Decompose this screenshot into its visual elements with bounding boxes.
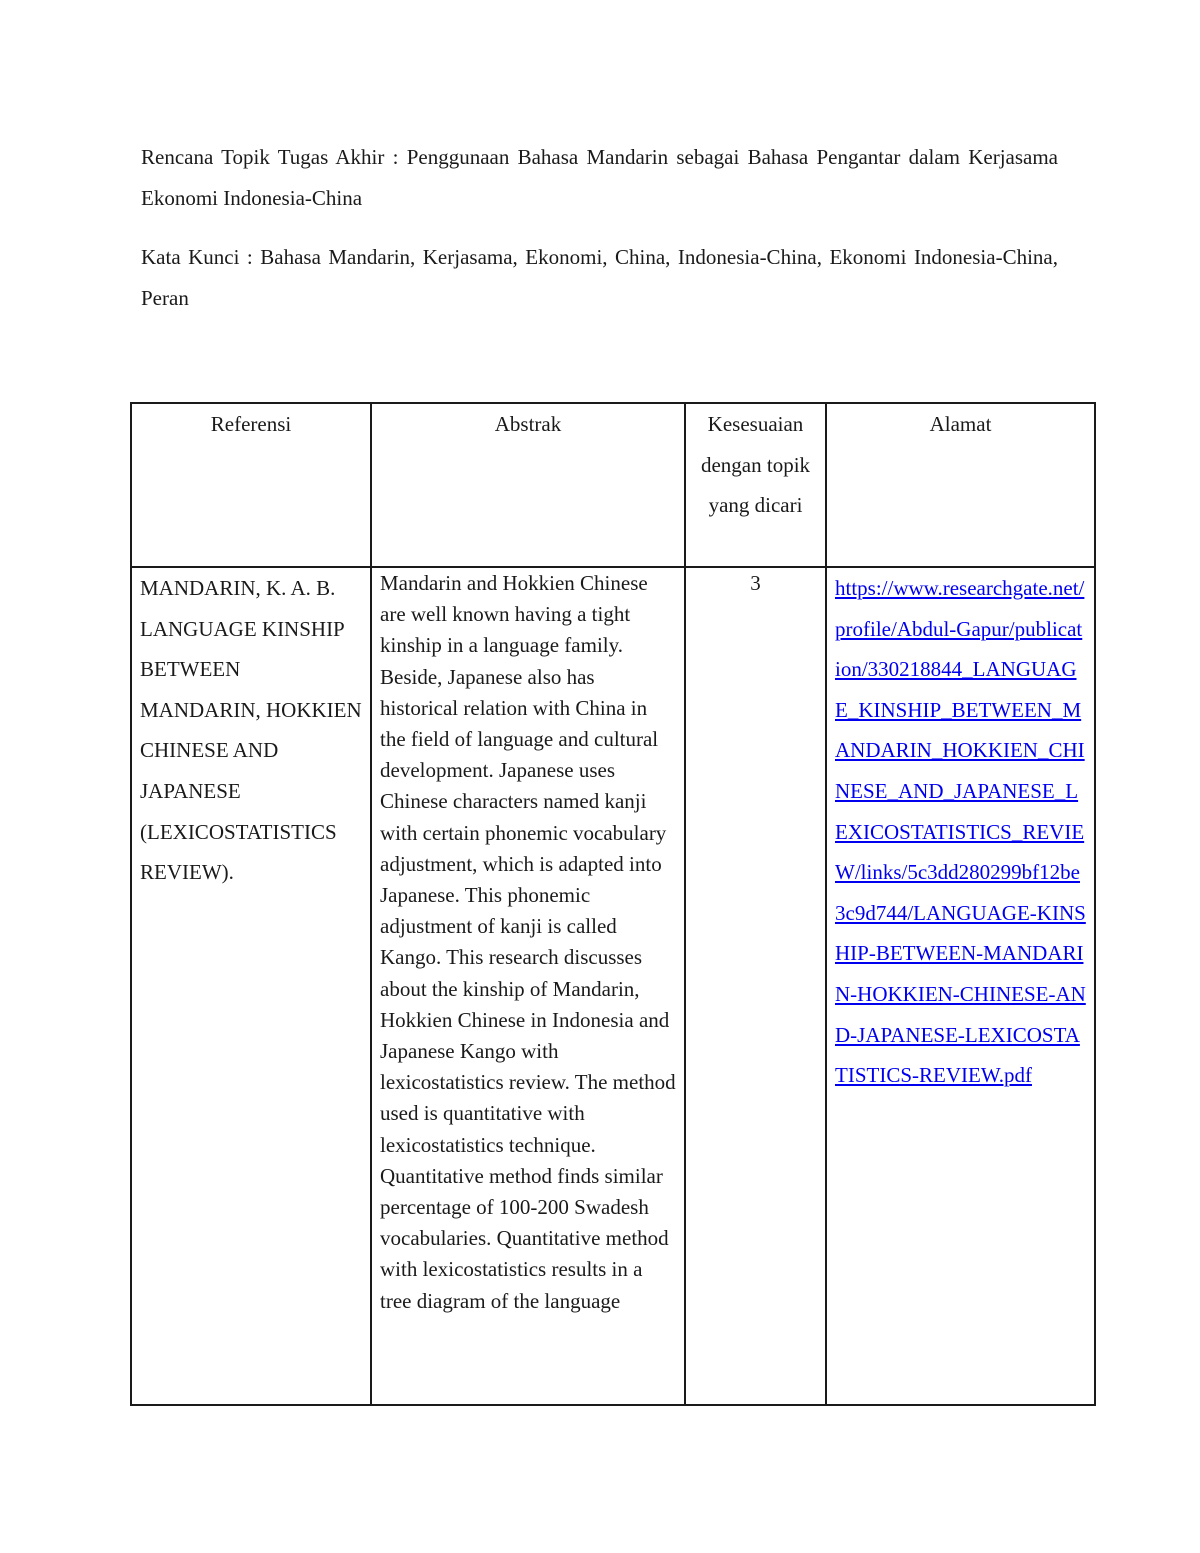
abstract-cell: Mandarin and Hokkien Chinese are well known having a tight kinship in a language family. Beside, Japanese also has historical relation with China in the field of language and cultural development. Japanese uses Chinese characters named kanji with certain phonemic vocabulary adjustment, which is adapted into Japanese. This phonemic adjustment of kanji is called Kango. This research discusses about the kinship of Mandarin, Hokkien Chinese in Indonesia and Japanese Kango with lexicostatistics review. The method used is quantitative with lexicostatistics technique. Quantitative method finds similar percentage of 100-200 Swadesh vocabularies. Quantitative method with lexicostatistics results in a tree diagram of the language xyxy=(371,567,685,1405)
table-row xyxy=(131,567,1095,1405)
reference-table xyxy=(130,402,1096,1406)
header-kesesuaian: Kesesuaian dengan topik yang dicari xyxy=(685,403,826,567)
header-referensi: Referensi xyxy=(131,403,371,567)
relevance-score-cell: 3 xyxy=(685,567,826,1405)
reference-cell: MANDARIN, K. A. B. LANGUAGE KINSHIP BETWEEN MANDARIN, HOKKIEN CHINESE AND JAPANESE (LEXICOSTATISTICS REVIEW). xyxy=(131,567,371,1405)
address-cell xyxy=(826,567,1095,1405)
header-abstrak: Abstrak xyxy=(371,403,685,567)
table-header-row xyxy=(131,403,1095,567)
keywords-line: Kata Kunci : Bahasa Mandarin, Kerjasama, Ekonomi, China, Indonesia-China, Ekonomi Indonesia-China, Peran xyxy=(141,245,1058,310)
reference-url-link[interactable]: https://www.researchgate.net/profile/Abdul-Gapur/publication/330218844_LANGUAGE_KINSHIP_BETWEEN_MANDARIN_HOKKIEN_CHINESE_AND_JAPANESE_LEXICOSTATISTICS_REVIEW/links/5c3dd280299bf12be3c9d744/LANGUAGE-KINSHIP-BETWEEN-MANDARIN-HOKKIEN-CHINESE-AND-JAPANESE-LEXICOSTATISTICS-REVIEW.pdf xyxy=(835,576,1086,1088)
header-alamat: Alamat xyxy=(826,403,1095,567)
document-title: Rencana Topik Tugas Akhir : Penggunaan Bahasa Mandarin sebagai Bahasa Pengantar dalam Kerjasama Ekonomi Indonesia-China xyxy=(141,145,1058,210)
